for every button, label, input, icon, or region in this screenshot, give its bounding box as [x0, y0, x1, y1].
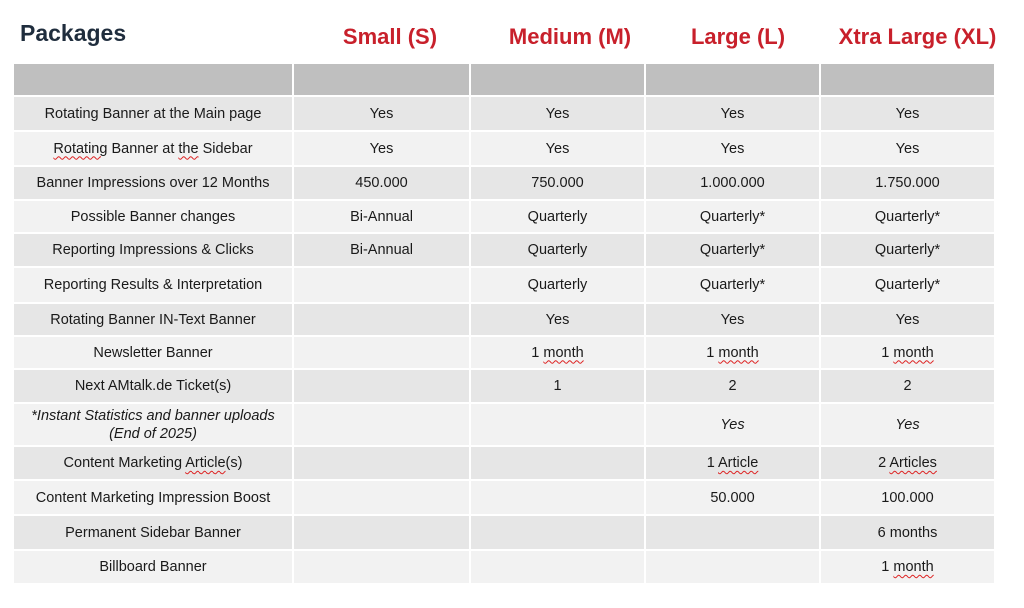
xl-cell: Yes	[820, 131, 995, 166]
large-cell: Quarterly*	[645, 267, 820, 303]
xl-cell: 1.750.000	[820, 166, 995, 200]
medium-cell: Yes	[470, 303, 645, 336]
column-title-medium: Medium (M)	[508, 24, 632, 49]
feature-cell: Content Marketing Impression Boost	[13, 480, 293, 515]
cell-text: 2	[878, 455, 890, 471]
cell-text: 1	[706, 455, 718, 471]
header	[0, 0, 1024, 62]
large-cell: Yes	[645, 403, 820, 446]
medium-cell	[470, 480, 645, 515]
cell-text: 1	[531, 344, 544, 361]
medium-cell: Yes	[470, 96, 645, 131]
small-cell	[293, 336, 470, 369]
band-cell	[293, 63, 470, 96]
small-cell	[293, 267, 470, 303]
small-cell: Bi-Annual	[293, 233, 470, 267]
feature-text: *Instant Statistics and banner uploads	[31, 407, 275, 424]
xl-cell: 6 months	[820, 515, 995, 550]
table-row	[13, 303, 995, 336]
medium-cell	[470, 336, 645, 369]
small-cell: Yes	[293, 96, 470, 131]
large-cell: 2	[645, 369, 820, 403]
medium-cell	[470, 403, 645, 446]
table-row	[13, 96, 995, 131]
cell-text: Articles	[889, 455, 937, 471]
feature-cell	[13, 446, 293, 480]
feature-cell: Possible Banner changes	[13, 200, 293, 233]
cell-text: Article	[718, 455, 759, 471]
feature-text: Rotating	[53, 140, 108, 157]
large-cell	[645, 550, 820, 584]
xl-cell: Quarterly*	[820, 233, 995, 267]
small-cell	[293, 446, 470, 480]
feature-cell	[13, 403, 293, 446]
table-row	[13, 480, 995, 515]
small-cell	[293, 515, 470, 550]
small-cell	[293, 550, 470, 584]
table-row	[13, 369, 995, 403]
xl-cell	[820, 550, 995, 584]
xl-cell: Yes	[820, 303, 995, 336]
small-cell	[293, 480, 470, 515]
small-cell: 450.000	[293, 166, 470, 200]
table-row	[13, 267, 995, 303]
xl-cell: 100.000	[820, 480, 995, 515]
large-cell: Quarterly*	[645, 233, 820, 267]
medium-cell	[470, 515, 645, 550]
band-cell	[470, 63, 645, 96]
large-cell	[645, 446, 820, 480]
table-row	[13, 403, 995, 446]
column-title-xtra-large: Xtra Large (XL)	[838, 24, 997, 49]
cell-text: 1	[706, 344, 719, 361]
table-row	[13, 131, 995, 166]
xl-cell	[820, 446, 995, 480]
cell-text: month	[893, 344, 934, 361]
feature-cell: Next AMtalk.de Ticket(s)	[13, 369, 293, 403]
cell-text: month	[543, 344, 584, 361]
xl-cell: 2	[820, 369, 995, 403]
feature-text: the	[178, 140, 199, 157]
medium-cell	[470, 446, 645, 480]
cell-text: 1	[881, 344, 894, 361]
large-cell: Yes	[645, 131, 820, 166]
xl-cell: Yes	[820, 403, 995, 446]
xl-cell: Quarterly*	[820, 267, 995, 303]
packages-table	[12, 62, 996, 585]
feature-text: (s)	[225, 455, 243, 471]
medium-cell: Yes	[470, 131, 645, 166]
feature-cell: Rotating Banner IN-Text Banner	[13, 303, 293, 336]
band-cell	[13, 63, 293, 96]
feature-text: Content Marketing	[63, 455, 186, 471]
large-cell	[645, 336, 820, 369]
feature-cell: Billboard Banner	[13, 550, 293, 584]
feature-cell: Permanent Sidebar Banner	[13, 515, 293, 550]
large-cell	[645, 515, 820, 550]
feature-cell: Reporting Results & Interpretation	[13, 267, 293, 303]
large-cell: 1.000.000	[645, 166, 820, 200]
packages-title: Packages	[20, 20, 127, 46]
small-cell: Bi-Annual	[293, 200, 470, 233]
feature-text: Article	[185, 455, 226, 471]
table-row	[13, 550, 995, 584]
feature-cell: Reporting Impressions & Clicks	[13, 233, 293, 267]
table-row	[13, 166, 995, 200]
medium-cell: 1	[470, 369, 645, 403]
xl-cell: Quarterly*	[820, 200, 995, 233]
small-cell	[293, 303, 470, 336]
column-title-large: Large (L)	[690, 24, 786, 49]
header-band	[13, 63, 995, 96]
table-row	[13, 336, 995, 369]
large-cell: Quarterly*	[645, 200, 820, 233]
medium-cell: Quarterly	[470, 267, 645, 303]
medium-cell: 750.000	[470, 166, 645, 200]
xl-cell: Yes	[820, 96, 995, 131]
cell-text: 1	[881, 559, 894, 575]
table-row	[13, 515, 995, 550]
table-row	[13, 233, 995, 267]
table-row	[13, 446, 995, 480]
table-row	[13, 200, 995, 233]
small-cell	[293, 369, 470, 403]
medium-cell: Quarterly	[470, 233, 645, 267]
large-cell: 50.000	[645, 480, 820, 515]
feature-text: (End of 2025)	[109, 425, 197, 442]
large-cell: Yes	[645, 96, 820, 131]
medium-cell	[470, 550, 645, 584]
small-cell	[293, 403, 470, 446]
cell-text: month	[718, 344, 759, 361]
feature-text: Banner at	[107, 140, 179, 157]
cell-text: month	[893, 559, 934, 575]
medium-cell: Quarterly	[470, 200, 645, 233]
large-cell: Yes	[645, 303, 820, 336]
feature-text: Sidebar	[198, 140, 253, 157]
band-cell	[820, 63, 995, 96]
feature-cell	[13, 131, 293, 166]
small-cell: Yes	[293, 131, 470, 166]
feature-cell: Newsletter Banner	[13, 336, 293, 369]
column-title-small: Small (S)	[342, 24, 438, 49]
xl-cell	[820, 336, 995, 369]
feature-cell: Banner Impressions over 12 Months	[13, 166, 293, 200]
band-cell	[645, 63, 820, 96]
feature-cell: Rotating Banner at the Main page	[13, 96, 293, 131]
